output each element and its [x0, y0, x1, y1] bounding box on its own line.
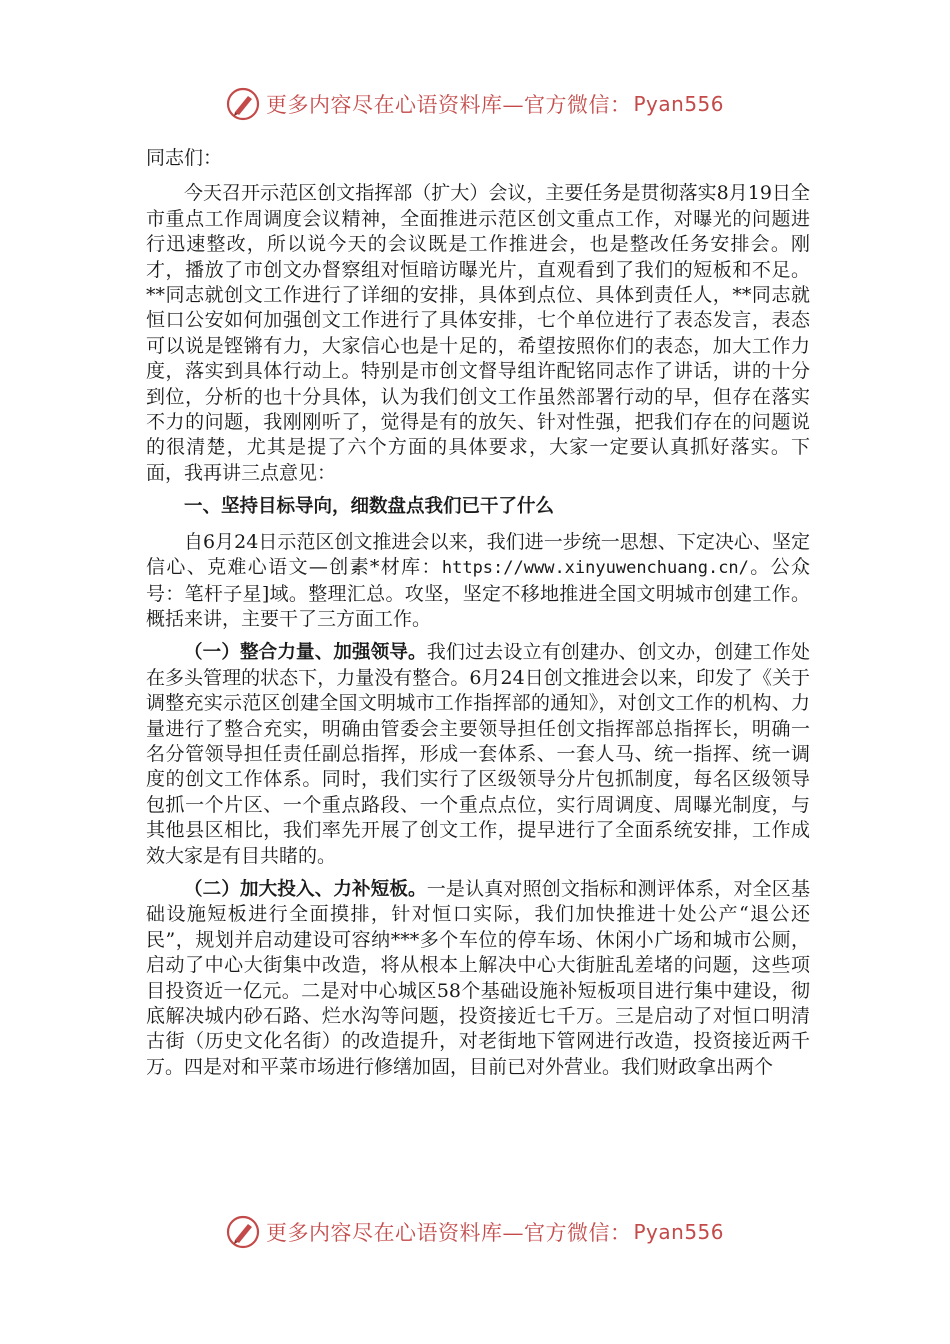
section1-text-b: 。公众号：笔杆子星]域。整理汇总。攻坚，坚定不移地推进全国文明城市创建工作。概括来讲，主要干了三方面工作。 [146, 556, 810, 630]
section-heading-1: 一、坚持目标导向，细数盘点我们已干了什么 [184, 496, 555, 518]
footer-watermark-banner [0, 1212, 950, 1252]
pen-logo-icon [226, 1215, 260, 1249]
subsection-1-title: （一）整合力量、加强领导。 [184, 642, 427, 664]
subsection-2-body: 一是认真对照创文指标和测评体系，对全区基础设施短板进行全面摸排，针对恒口实际，我们加快推进十处公产“退公还民”，规划并启动建设可容纳***多个车位的停车场、休闲小广场和城市公厕，启动了中心大街集中改造，将从根本上解决中心大街脏乱差堵的问题，这些项目投资近一亿元。二是对中心城区58个基础设施补短板项目进行集中建设，彻底解决城内砂石路、烂水沟等问题，投资接近七千万。三是启动了对恒口明清古街（历史文化名街）的改造提升，对老街地下管网进行改造，投资接近两千万。四是对和平菜市场进行修缮加固，目前已对外营业。我们财政拿出两个 [146, 877, 810, 1078]
banner-wechat-id: Pyan556 [633, 1220, 724, 1244]
greeting: 同志们： [146, 147, 223, 169]
subsection-1-paragraph [146, 640, 810, 869]
banner-text: 更多内容尽在心语资料库—官方微信： [265, 1221, 632, 1245]
banner-wechat-id: Pyan556 [633, 92, 724, 116]
pen-logo-icon [226, 87, 260, 121]
subsection-2-title: （二）加大投入、力补短板。 [184, 878, 427, 900]
subsection-2-paragraph [146, 877, 810, 1080]
section1-paragraph [146, 530, 810, 633]
source-url: https://www.xinyuwenchuang.cn/ [441, 558, 749, 579]
banner-text: 更多内容尽在心语资料库—官方微信： [265, 93, 632, 117]
section1-text-a: 自6月24日示范区创文推进会以来，我们进一步统一思想、下定决心、坚定信心、克难心语文—创素*材库： [146, 530, 810, 579]
intro-paragraph: 今天召开示范区创文指挥部（扩大）会议，主要任务是贯彻落实8月19日全市重点工作周调度会议精神，全面推进示范区创文重点工作，对曝光的问题进行迅速整改，所以说今天的会议既是工作推进会，也是整改任务安排会。刚才，播放了市创文办督察组对恒暗访曝光片，直观看到了我们的短板和不足。**同志就创文工作进行了详细的安排，具体到点位、具体到责任人，**同志就恒口公安如何加强创文工作进行了具体安排，七个单位进行了表态发言，表态可以说是铿锵有力，大家信心也是十足的，希望按照你们的表态，加大工作力度，落实到具体行动上。特别是市创文督导组许配铭同志作了讲话，讲的十分到位，分析的也十分具体，认为我们创文工作虽然部署行动的早，但存在落实不力的问题，我刚刚听了，觉得是有的放矢、针对性强，把我们存在的问题说的很清楚，尤其是提了六个方面的具体要求，大家一定要认真抓好落实。下面，我再讲三点意见： [146, 182, 810, 484]
header-watermark-banner [0, 84, 950, 124]
subsection-1-body: 我们过去设立有创建办、创文办，创建工作处在多头管理的状态下，力量没有整合。6月24日创文推进会以来，印发了《关于调整充实示范区创建全国文明城市工作指挥部的通知》，对创文工作的机构、力量进行了整合充实，明确由管委会主要领导担任创文指挥部总指挥长，明确一名分管领导担任责任副总指挥，形成一套体系、一套人马、统一指挥、统一调度的创文工作体系。同时，我们实行了区级领导分片包抓制度，每名区级领导包抓一个片区、一个重点路段、一个重点点位，实行周调度、周曝光制度，与其他县区相比，我们率先开展了创文工作，提早进行了全面系统安排，工作成效大家是有目共睹的。 [146, 641, 810, 867]
document-body [146, 146, 810, 1080]
